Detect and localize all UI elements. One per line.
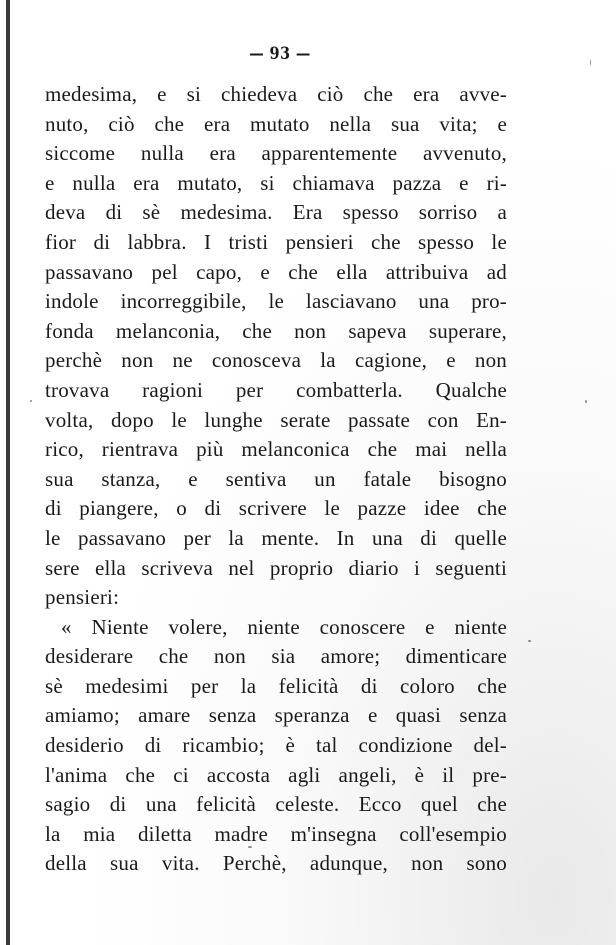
- text-line: desiderare che non sia amore; dimenticare: [45, 644, 507, 669]
- paper-speck: [248, 846, 252, 848]
- text-line: desiderio di ricambio; è tal condizione del-: [45, 733, 507, 758]
- paper-speck: [590, 60, 591, 65]
- text-line: fior di labbra. I tristi pensieri che spesso le: [45, 229, 507, 254]
- paper-speck: [528, 640, 531, 642]
- quote-start-line: « Niente volere, niente conoscere e niente: [61, 614, 507, 639]
- text-line: siccome nulla era apparentemente avvenuto,: [45, 141, 507, 166]
- text-line: fonda melanconia, che non sapeva superare,: [45, 318, 507, 343]
- paper-speck: [30, 400, 32, 402]
- text-line: medesima, e si chiedeva ciò che era avve-: [45, 82, 507, 106]
- binding-edge: [6, 0, 10, 945]
- body-text: [45, 80, 507, 879]
- text-line: indole incorreggibile, le lasciavano una pro-: [45, 289, 507, 314]
- paper-speck: [585, 400, 587, 403]
- text-line: volta, dopo le lunghe serate passate con En-: [45, 407, 507, 432]
- text-line: rico, rientrava più melanconica che mai nella: [45, 437, 507, 462]
- text-line: della sua vita. Perchè, adunque, non sono: [45, 851, 507, 876]
- text-line: l'anima che ci accosta agli angeli, è il pre-: [45, 762, 507, 787]
- text-line: sua stanza, e sentiva un fatale bisogno: [45, 466, 507, 491]
- text-line: sere ella scriveva nel proprio diario i seguenti: [45, 555, 507, 580]
- text-line: trovava ragioni per combatterla. Qualche: [45, 377, 507, 402]
- text-line: la mia diletta madre m'insegna coll'esempio: [45, 821, 507, 846]
- text-line: pensieri:: [45, 585, 120, 610]
- text-line: amiamo; amare senza speranza e quasi senza: [45, 703, 507, 728]
- text-line: nuto, ciò che era mutato nella sua vita; e: [45, 111, 507, 136]
- text-line: passavano pel capo, e che ella attribuiva ad: [45, 259, 507, 284]
- text-line: sè medesimi per la felicità di coloro che: [45, 673, 507, 698]
- text-line: di piangere, o di scrivere le pazze idee che: [45, 496, 507, 521]
- text-line: sagio di una felicità celeste. Ecco quel che: [45, 792, 507, 817]
- text-line: e nulla era mutato, si chiamava pazza e ri-: [45, 170, 507, 195]
- text-line: perchè non ne conosceva la cagione, e non: [45, 348, 507, 373]
- text-line: le passavano per la mente. In una di quelle: [45, 525, 507, 550]
- text-line: deva di sè medesima. Era spesso sorriso a: [45, 200, 507, 225]
- page-number: — 93 —: [249, 44, 311, 64]
